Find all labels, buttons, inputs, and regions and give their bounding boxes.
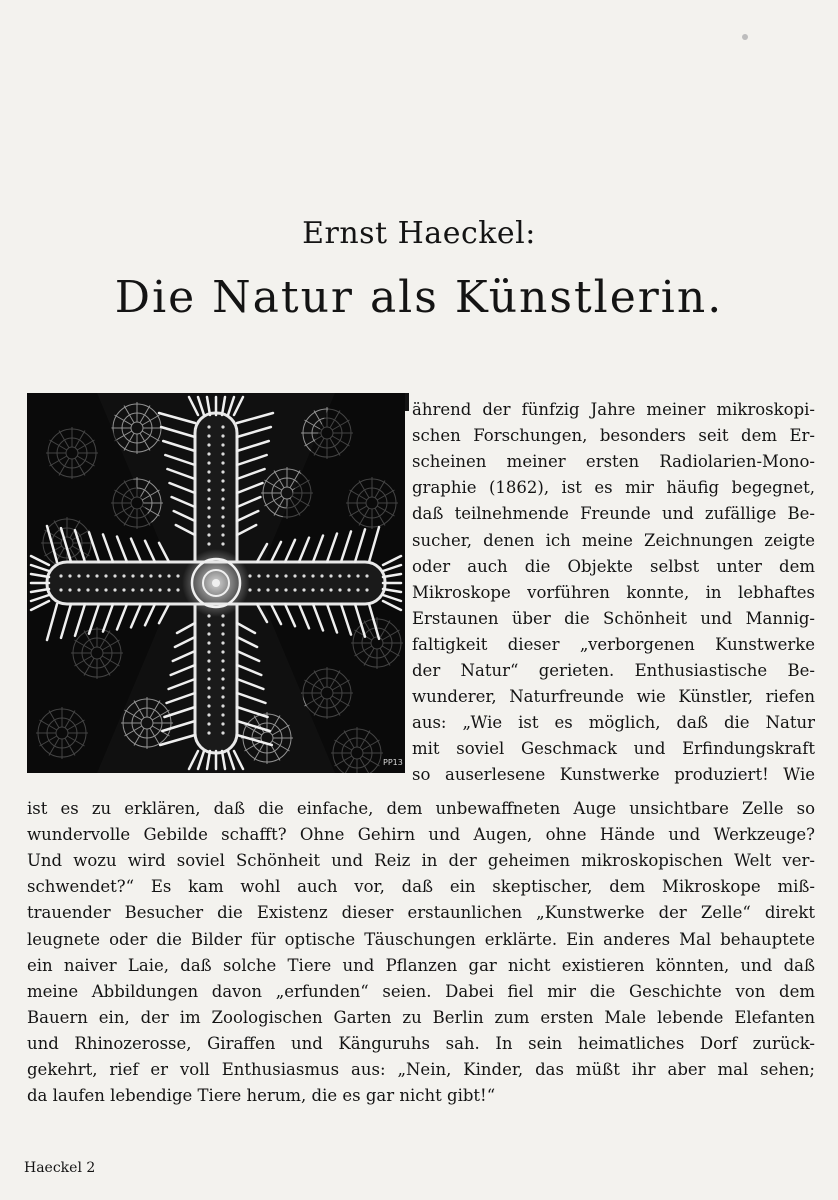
body-text-line: gekehrt, rief er voll Enthusiasmus aus: „Nein, Kinder, das müßt ihr aber mal sehen; (27, 1060, 815, 1079)
author-heading: Ernst Haeckel: (302, 216, 536, 251)
arm-dot (266, 588, 269, 591)
arm-dot (257, 574, 260, 577)
page-footer: Haeckel 2 (24, 1160, 96, 1176)
body-text-line: graphie (1862), ist es mir häufig begegnet, (412, 478, 815, 498)
arm-dot (221, 479, 224, 482)
cross-radiolarian-drawing (27, 393, 405, 773)
body-text-line: so auserlesene Kunstwerke produziert! Wie (412, 765, 815, 785)
arm-dot (275, 588, 278, 591)
arm-dot (320, 574, 323, 577)
arm-dot (207, 704, 210, 707)
arm-dot (207, 632, 210, 635)
arm-dot (207, 461, 210, 464)
arm-dot (207, 533, 210, 536)
arm-dot (113, 574, 116, 577)
body-text-line: aus: „Wie ist es möglich, daß die Natur (412, 713, 815, 733)
arm-dot (77, 588, 80, 591)
arm-dot (122, 588, 125, 591)
arm-dot (207, 443, 210, 446)
arm-dot (104, 588, 107, 591)
arm-dot (113, 588, 116, 591)
arm-dot (221, 488, 224, 491)
arm-dot (284, 574, 287, 577)
arm-dot (149, 588, 152, 591)
body-text-line: ährend der fünfzig Jahre meiner mikroskopi- (412, 400, 815, 419)
arm-dot (338, 588, 341, 591)
arm-dot (221, 533, 224, 536)
arm-dot (140, 588, 143, 591)
arm-dot (221, 650, 224, 653)
arm-dot (221, 506, 224, 509)
body-text-line: mit soviel Geschmack und Erfindungskraft (412, 739, 815, 759)
arm-dot (221, 659, 224, 662)
arm-dot (131, 588, 134, 591)
body-text-line: Erstaunen über die Schönheit und Mannig- (412, 608, 815, 628)
arm-dot (221, 668, 224, 671)
body-text-line: scheinen meiner ersten Radiolarien-Mono- (412, 452, 815, 472)
arm-dot (365, 588, 368, 591)
arm-dot (365, 574, 368, 577)
arm-dot (104, 574, 107, 577)
arm-dot (207, 641, 210, 644)
arm-dot (207, 659, 210, 662)
arm-dot (207, 515, 210, 518)
arm-dot (207, 506, 210, 509)
arm-dot (207, 731, 210, 734)
arm-dot (302, 574, 305, 577)
arm-dot (221, 731, 224, 734)
arm-dot (221, 641, 224, 644)
paper-speck (742, 34, 748, 40)
arm-dot (207, 695, 210, 698)
arm-dot (176, 588, 179, 591)
arm-dot (221, 542, 224, 545)
body-text-line: wundervolle Gebilde schafft? Ohne Gehirn und Augen, ohne Hände und Werkzeuge? (27, 825, 815, 845)
arm-dot (266, 574, 269, 577)
arm-dot (207, 434, 210, 437)
body-text-line: Bauern ein, der im Zoologischen Garten zu Berlin zum ersten Male lebende Elefanten (27, 1007, 815, 1027)
arm-dot (207, 452, 210, 455)
arm-dot (221, 524, 224, 527)
arm-dot (207, 677, 210, 680)
arm-dot (257, 588, 260, 591)
arm-dot (59, 574, 62, 577)
arm-dot (207, 470, 210, 473)
center-core (212, 579, 220, 587)
arm-dot (356, 588, 359, 591)
body-text-line: faltigkeit dieser „verborgenen Kunstwerke (412, 634, 815, 654)
arm-dot (338, 574, 341, 577)
body-text-line: da laufen lebendige Tiere herum, die es gar nicht gibt!“ (27, 1086, 496, 1106)
arm-dot (221, 434, 224, 437)
arm-dot (329, 588, 332, 591)
arm-dot (275, 574, 278, 577)
arm-dot (221, 443, 224, 446)
arm-dot (167, 574, 170, 577)
body-text-line: ist es zu erklären, daß die einfache, dem unbewaffneten Auge unsichtbare Zelle so (27, 799, 815, 818)
arm-dot (293, 588, 296, 591)
arm-dot (347, 588, 350, 591)
arm-dot (158, 574, 161, 577)
drop-cap-mark (405, 393, 409, 411)
arm-dot (207, 623, 210, 626)
body-text-line: meine Abbildungen davon „erfunden“ seien. Dabei fiel mir die Geschichte von dem (27, 981, 815, 1001)
arm-dot (221, 713, 224, 716)
body-text-line: oder auch die Objekte selbst unter dem (412, 556, 815, 576)
arm-dot (167, 588, 170, 591)
body-text-line: sucher, denen ich meine Zeichnungen zeigte (412, 530, 815, 550)
arm-dot (68, 574, 71, 577)
arm-dot (131, 574, 134, 577)
arm-dot (221, 497, 224, 500)
body-text-line: Und wozu wird soviel Schönheit und Reiz in der geheimen mikroskopischen Welt ver- (27, 851, 815, 871)
arm-dot (59, 588, 62, 591)
body-text-line: ein naiver Laie, daß solche Tiere und Pflanzen gar nicht existieren könnten, und daß (27, 955, 815, 975)
arm-dot (293, 574, 296, 577)
body-text-line: wunderer, Naturfreunde wie Künstler, riefen (412, 687, 815, 707)
arm-dot (68, 588, 71, 591)
arm-dot (311, 588, 314, 591)
arm-dot (207, 542, 210, 545)
arm-dot (311, 574, 314, 577)
radiolarian-illustration (27, 393, 405, 773)
arm-dot (86, 588, 89, 591)
artist-signature: PP13 (383, 758, 403, 767)
body-text-line: Mikroskope vorführen konnte, in lebhaftes (412, 582, 815, 602)
arm-dot (347, 574, 350, 577)
body-text-line: und Rhinozerosse, Giraffen und Känguruhs sah. In sein heimatliches Dorf zurück- (27, 1033, 815, 1053)
arm-dot (158, 588, 161, 591)
arm-dot (356, 574, 359, 577)
body-text-line: der Natur“ gerieten. Enthusiastische Be- (412, 661, 815, 680)
arm-dot (221, 632, 224, 635)
arm-dot (122, 574, 125, 577)
arm-dot (207, 524, 210, 527)
arm-dot (207, 686, 210, 689)
body-text-line: schen Forschungen, besonders seit dem Er- (412, 426, 815, 446)
arm-dot (284, 588, 287, 591)
arm-dot (320, 588, 323, 591)
arm-dot (95, 588, 98, 591)
arm-dot (221, 677, 224, 680)
arm-dot (207, 650, 210, 653)
body-text-line: schwendet?“ Es kam wohl auch vor, daß ein skeptischer, dem Mikroskope miß- (27, 877, 815, 897)
arm-dot (221, 722, 224, 725)
arm-dot (221, 515, 224, 518)
arm-dot (149, 574, 152, 577)
arm-dot (140, 574, 143, 577)
arm-dot (207, 479, 210, 482)
arm-dot (221, 470, 224, 473)
arm-dot (221, 623, 224, 626)
arm-dot (221, 695, 224, 698)
arm-dot (221, 452, 224, 455)
body-text-line: daß teilnehmende Freunde und zufällige Be- (412, 504, 815, 524)
arm-dot (207, 488, 210, 491)
arm-dot (86, 574, 89, 577)
arm-dot (302, 588, 305, 591)
arm-dot (176, 574, 179, 577)
arm-dot (95, 574, 98, 577)
arm-dot (207, 425, 210, 428)
arm-dot (207, 722, 210, 725)
body-text-line: leugnete oder die Bilder für optische Täuschungen erklärte. Ein anderes Mal behauptete (27, 929, 815, 949)
arm-dot (207, 668, 210, 671)
arm-dot (221, 425, 224, 428)
arm-dot (221, 461, 224, 464)
arm-dot (329, 574, 332, 577)
arm-dot (221, 686, 224, 689)
arm-dot (207, 497, 210, 500)
arm-dot (207, 713, 210, 716)
arm-dot (221, 704, 224, 707)
body-text-line: trauender Besucher die Existenz dieser erstaunlichen „Kunstwerke der Zelle“ direkt (27, 903, 815, 923)
page-title: Die Natur als Künstlerin. (114, 272, 724, 323)
arm-dot (77, 574, 80, 577)
